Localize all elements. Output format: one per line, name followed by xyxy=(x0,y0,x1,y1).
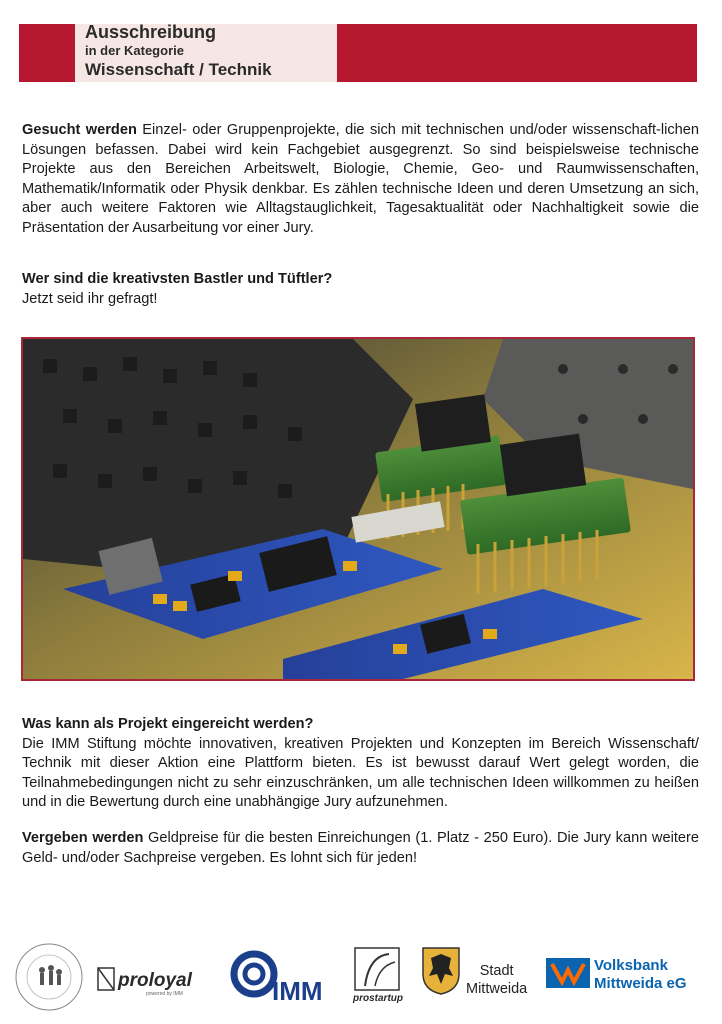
stadt-line1: Stadt xyxy=(479,963,514,979)
project-block xyxy=(22,715,699,813)
sponsor-logos xyxy=(14,938,710,1018)
question-block xyxy=(22,270,699,309)
coat-of-arms-icon xyxy=(421,946,461,1001)
volksbank-line1: Volksbank xyxy=(594,957,668,974)
intro-lead: Gesucht werden xyxy=(22,122,137,138)
header-category: Wissenschaft / Technik xyxy=(85,60,272,79)
imm-logo xyxy=(228,950,340,1011)
prostartup-wordmark: prostartup xyxy=(353,993,403,1004)
question-text: Jetzt seid ihr gefragt! xyxy=(22,290,158,307)
prostartup-logo xyxy=(351,946,409,1011)
proloyal-subline: powered by IMM xyxy=(146,991,183,997)
volksbank-line2: Mittweida eG xyxy=(594,975,687,992)
project-text: Die IMM Stiftung möchte innovativen, kreativen Projekten und Konzepten im Bereich Wissenschaft/ Technik mit dieser Aktion eine Plattform bieten. Es ist bewusst darauf Wert gelegt worden, die Teilnahmebedingungen nicht zu sehr einzuschränken, um alle technischen Ideen willkommen zu heißen und in die Bewertung durch eine unabhängige Jury aufzunehmen. xyxy=(22,735,699,811)
electronics-photo xyxy=(21,337,695,681)
header-text xyxy=(85,22,272,81)
header-subtitle: in der Kategorie xyxy=(85,43,184,58)
volksbank-logo xyxy=(546,954,706,999)
proloyal-wordmark: proloyal xyxy=(118,970,192,991)
prizes-text: Geldpreise für die besten Einreichungen (1. Platz - 250 Euro). Die Jury kann weitere Geld- und/oder Sachpreise vergeben. Es lohnt sich für jeden! xyxy=(22,830,699,866)
stadt-line2: Mittweida xyxy=(466,981,528,997)
intro-paragraph xyxy=(22,121,699,239)
imm-wordmark: IMM xyxy=(272,976,323,1006)
project-heading: Was kann als Projekt eingereicht werden? xyxy=(22,716,314,732)
prizes-lead: Vergeben werden xyxy=(22,830,144,846)
stadt-mittweida-text xyxy=(466,962,527,998)
prizes-paragraph xyxy=(22,829,699,868)
proloyal-logo xyxy=(96,964,216,1003)
imm-stiftung-seal-logo xyxy=(14,942,84,1017)
intro-text: Einzel- oder Gruppenprojekte, die sich mit technischen und/oder wissenschaft-lichen Lösungen befassen. Dabei wird kein Fachgebiet ausgegrenzt. So sind beispielsweise technische Projekte aus den Bereichen Arbeitswelt, Biologie, Chemie, Geo- und Raumwissenschaften, Mathematik/Informatik oder Physik denkbar. Es zählen technische Ideen und deren Umsetzung an sich, aber auch weitere Faktoren wie Alltagstauglichkeit, Tagesaktualität oder Nachhaltigkeit sowie die Präsentation der Ausarbeitung vor einer Jury. xyxy=(22,122,699,236)
question-heading: Wer sind die kreativsten Bastler und Tüftler? xyxy=(22,271,333,287)
header-title: Ausschreibung xyxy=(85,22,217,42)
